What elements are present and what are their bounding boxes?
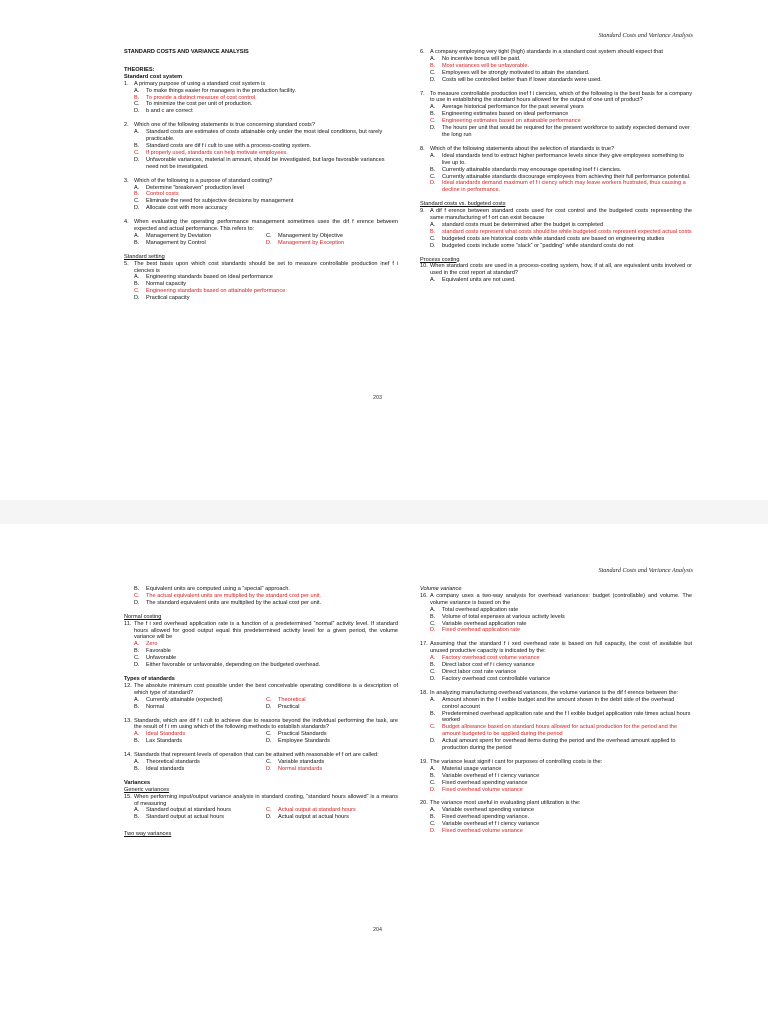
right-column [420,586,692,835]
section-process-costing: Process costing [420,256,460,263]
question-4: 4. When evaluating the operating performance management sometimes uses the dif f erence between expected and actual performance. This refers to: A. Management by Deviation C. Management by Objective B. Management by Control D. Management by Exception [124,219,398,246]
question-14: 14. Standards that represent levels of operation that can be attained with reasonable ef f ort are called: A. Theoretical standards C. Variable standards B. Ideal standards D. Normal standards [124,752,379,772]
running-header: Standard Costs and Variance Analysis [598,567,693,574]
section-volume-variance: Volume variance [420,586,462,592]
question-2: 2. Which one of the following statements is true concerning standard costs? A. Standard costs are estimates of costs attainable only under the most ideal conditions, but rarely practicable. B. Standard costs are dif f i cult to use with a process-costing system. C. If properly used, standards can help motivate employees. D. Unfavorable variances, material in amount, should be investigated, but large favorable variances need not be investigated. [124,122,385,170]
section-theories: THEORIES: [124,66,155,73]
section-standard-setting: Standard setting [124,253,165,260]
section-types-of-standards: Types of standards [124,675,175,682]
question-10: 10. When standard costs are used in a process-costing system, how, if at all, are equivalent units involved or used in the cost report at standard? A. Equivalent units are not used. [420,263,692,284]
page-gap [0,500,768,524]
page-number: 203 [373,395,382,401]
left-column [124,586,398,838]
question-18: 18. In analyzing manufacturing overhead variances, the volume variance is the dif f erence between the: A. Amount shown in the f l exible budget and the amount shown in the debit side of the overhead control account B. Predetermined overhead application rate and the f l exible budget application rate times actual hours worked C. Budget allowance based on standard hours allowed for actual production for the period and the amount budgeted to be applied during the period D. Actual amount spent for overhead items during the period and the overhead amount applied to production during the period [420,689,691,752]
section-generic-variances: Generic variances [124,786,170,793]
page-203 [0,0,768,500]
question-10-continued: B. Equivalent units are computed using a “special” approach. C. The actual equivalent units are multiplied by the standard cost per unit. D. The standard equivalent units are multiplied by the actual cost per unit. [134,586,322,606]
section-variances: Variances [124,779,151,786]
section-two-way-variances: Two way variances [124,831,172,838]
page-number: 204 [373,927,382,933]
question-11: 11. The f i xed overhead application rate is a function of a predetermined “normal” activity level. If standard hours allowed for good output equal this predetermined activity level for a given period, the volume variance will be A. Zero B. Favorable C. Unfavorable D. Either favorable or unfavorable, depending on the budgeted overhead. [124,620,398,669]
question-5: 5. The best basis upon which cost standards should be set to measure controllable production inef f i ciencies is A. Engineering standards based on ideal performance B. Normal capacity C. Engineering standards based on attainable performance D. Practical capacity [124,260,398,302]
question-16: 16. A company uses a two-way analysis for overhead variances: budget (controllable) and volume. The volume variance is based on the A. Total overhead application rate B. Volume of total expenses at various activity levels C. Variable overhead application rate D. Fixed overhead application rate [420,592,692,634]
question-13: 13. Standards, which are dif f i cult to achieve due to reasons beyond the individual performing the task, are the result of f i rm using which of the following methods to establish standards? A. Ideal Standards C. Practical Standards B. Lax Standards D. Employee Standards [124,717,398,745]
question-3: 3. Which of the following is a purpose of standard costing? A. Determine “breakeven” production level B. Control costs C. Eliminate the need for subjective decisions by management D. Allocate cost with more accuracy [124,177,294,212]
question-17: 17. Assuming that the standard f i xed overhead rate is based on full capacity, the cost of available but unused productive capacity is indicated by the: A. Factory overhead cost volume variance B. Direct labor cost ef f i ciency variance C. Direct labor cost rate variance D. Factory overhead cost controllable variance [420,641,692,682]
right-column [420,49,692,284]
question-7: 7. To measure controllable production inef f i ciencies, which of the following is the best basis for a company to use in establishing the standard hours allowed for the output of one unit of product? A. Average historical performance for the past several years B. Engineering estimates based on ideal performance C. Engineering estimates based on attainable performance D. The hours per unit that would be required for the present workforce to satisfy expected demand over the long run [420,90,692,138]
question-1: 1. A primary purpose of using a standard cost system is A. To make things easier for managers in the production facility. B. To provide a distinct measure of cost control. C. To minimize the cost per unit of production. D. b and c are correct [124,80,297,115]
question-8: 8. Which of the following statements about the selection of standards is true? A. Ideal standards tend to extract higher performance levels since they give employees something to live up to. B. Currently attainable standards may encourage operating inef f i ciencies. C. Currently attainable standards discourage employees from achieving their full performance potential. D. Ideal standards demand maximum ef f i ciency which may leave workers frustrated, thus causing a decline in performance. [420,145,691,194]
question-12: 12. The absolute minimum cost possible under the best conceivable operating conditions is a description of which type of standard? A. Currently attainable (expected) C. Theoretical B. Normal D. Practical [124,682,398,710]
question-9: 9. A dif f erence between standard costs used for cost control and the budgeted costs representing the same manufacturing ef f ort can exist because A. standard costs must be determined after the budget is completed B. standard costs represent what costs should be while budgeted costs represent expected actual costs C. budgeted costs are historical costs while standard costs are based on engineering studies D. budgeted costs include some “slack” or “padding” while standard costs do not [420,208,692,249]
section-normal-costing: Normal costing [124,613,162,620]
section-standard-cost-system: Standard cost system [124,73,183,80]
section-standard-vs-budgeted: Standard costs vs. budgeted costs [420,201,506,208]
document-title: STANDARD COSTS AND VARIANCE ANALYSIS [124,49,249,55]
question-6: 6. A company employing very tight (high) standards in a standard cost system should expect that A. No incentive bonus will be paid. B. Most variances will be unfavorable. C. Employees will be strongly motivated to attain the standard. D. Costs will be controlled better than if lower standards were used. [420,49,663,83]
running-header: Standard Costs and Variance Analysis [598,32,693,39]
question-15: 15. When performing input/output variance analysis in standard costing, “standard hours allowed” is a means of measuring A. Standard output at standard hours C. Actual output at standard hours B. Standard output at actual hours D. Actual output at actual hours [124,793,398,821]
left-column [124,49,398,302]
page-204 [0,524,768,1024]
question-19: 19. The variance least signif i cant for purposes of controlling costs is the: A. Material usage variance B. Variable overhead ef f i ciency variance C. Fixed overhead spending variance D. Fixed overhead volume variance [420,758,603,793]
question-20: 20. The variance most useful in evaluating plant utilization is the: A. Variable overhead spending variance B. Fixed overhead spending variance. C. Variable overhead ef f i ciency variance D. Fixed overhead volume variance [420,800,581,835]
